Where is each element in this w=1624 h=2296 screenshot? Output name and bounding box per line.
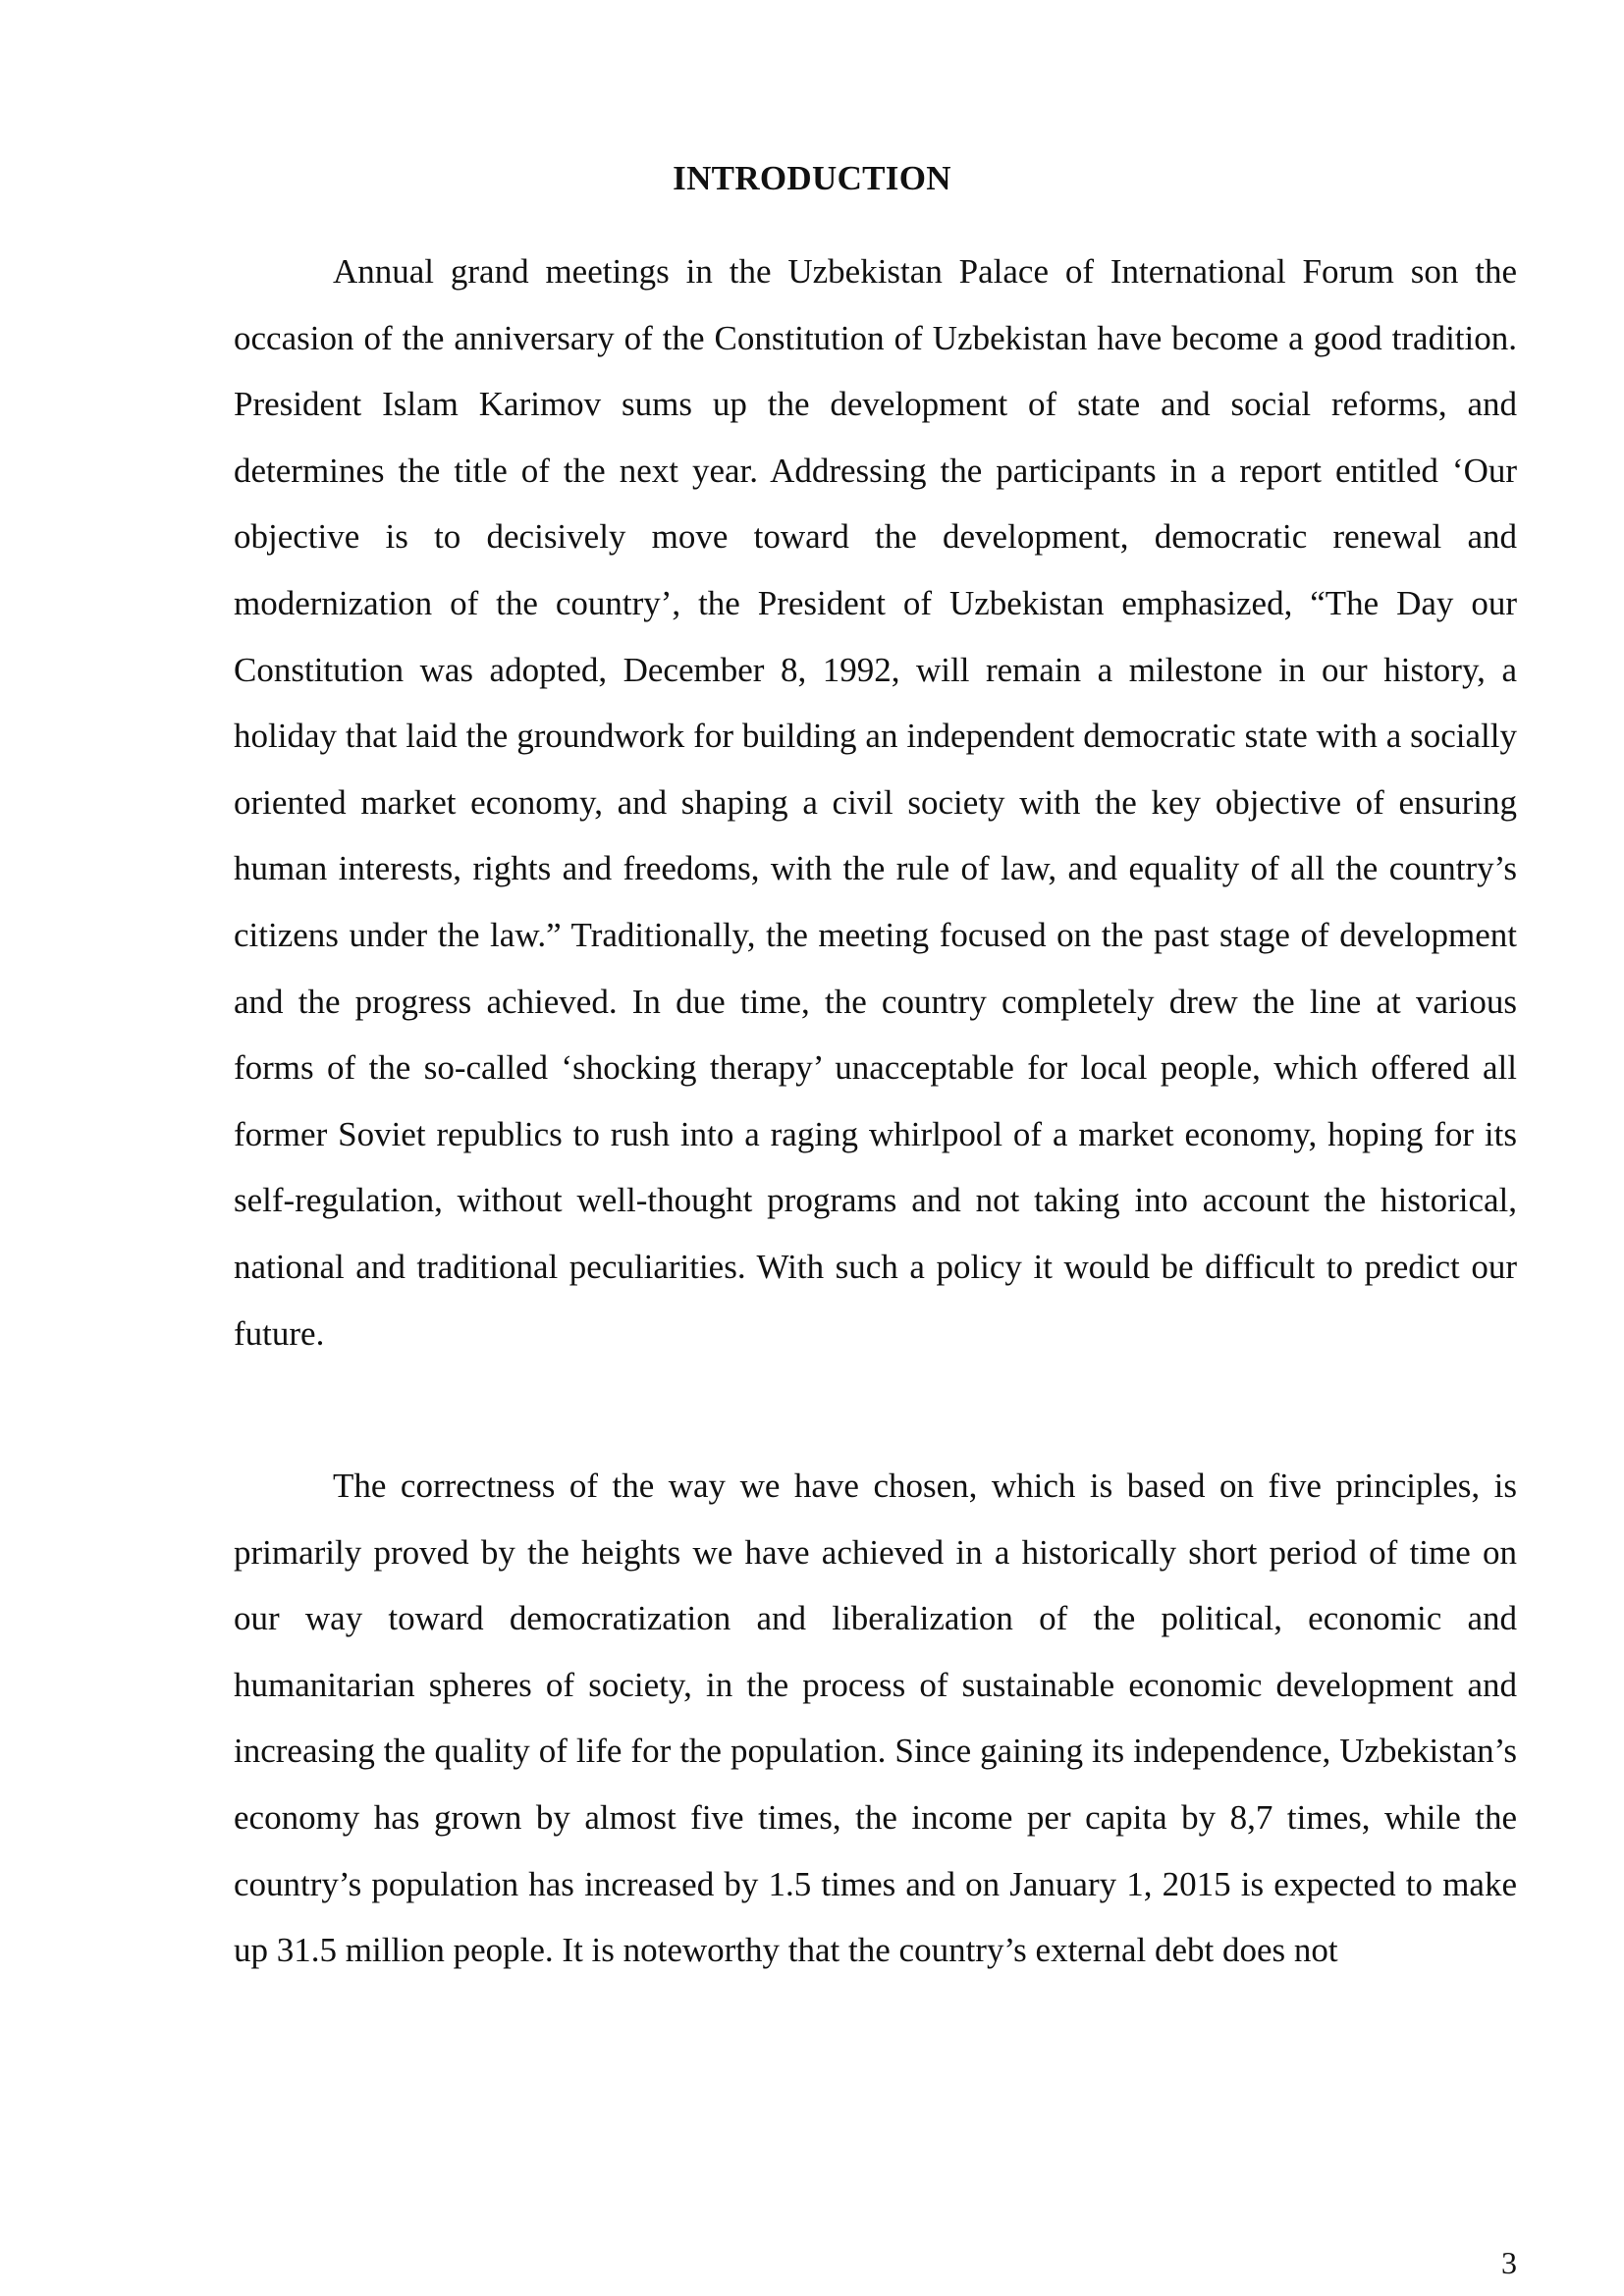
section-heading: INTRODUCTION [673, 159, 951, 197]
paragraph-2: The correctness of the way we have chosen, which is based on five principles, is primarily proved by the heights we have achieved in a historically short period of time on our way toward democratization and liberalization of the political, economic and humanitarian spheres of society, in the process of sustainable economic development and increasing the quality of life for the population. Since gaining its independence, Uzbekistan’s economy has grown by almost five times, the income per capita by 8,7 times, while the country’s population has increased by 1.5 times and on January 1, 2015 is expected to make up 31.5 million people. It is noteworthy that the country’s external debt does not [234, 1467, 1517, 1970]
page-number: 3 [1501, 2245, 1517, 2280]
paragraph-1: Annual grand meetings in the Uzbekistan Palace of International Forum son the occasion of the anniversary of the Constitution of Uzbekistan have become a good tradition. President Islam Karimov sums up the development of state and social reforms, and determines the title of the next year. Addressing the participants in a report entitled ‘Our objective is to decisively move toward the development, democratic renewal and modernization of the country’, the President of Uzbekistan emphasized, “The Day our Constitution was adopted, December 8, 1992, will remain a milestone in our history, a holiday that laid the groundwork for building an independent democratic state with a socially oriented market economy, and shaping a civil society with the key objective of ensuring human interests, rights and freedoms, with the rule of law, and equality of all the country’s citizens under the law.” Traditionally, the meeting focused on the past stage of development and the progress achieved. In due time, the country completely drew the line at various forms of the so-called ‘shocking therapy’ unacceptable for local people, which offered all former Soviet republics to rush into a raging whirlpool of a market economy, hoping for its self-regulation, without well-thought programs and not taking into account the historical, national and traditional peculiarities. With such a policy it would be difficult to predict our future. [234, 252, 1517, 1353]
